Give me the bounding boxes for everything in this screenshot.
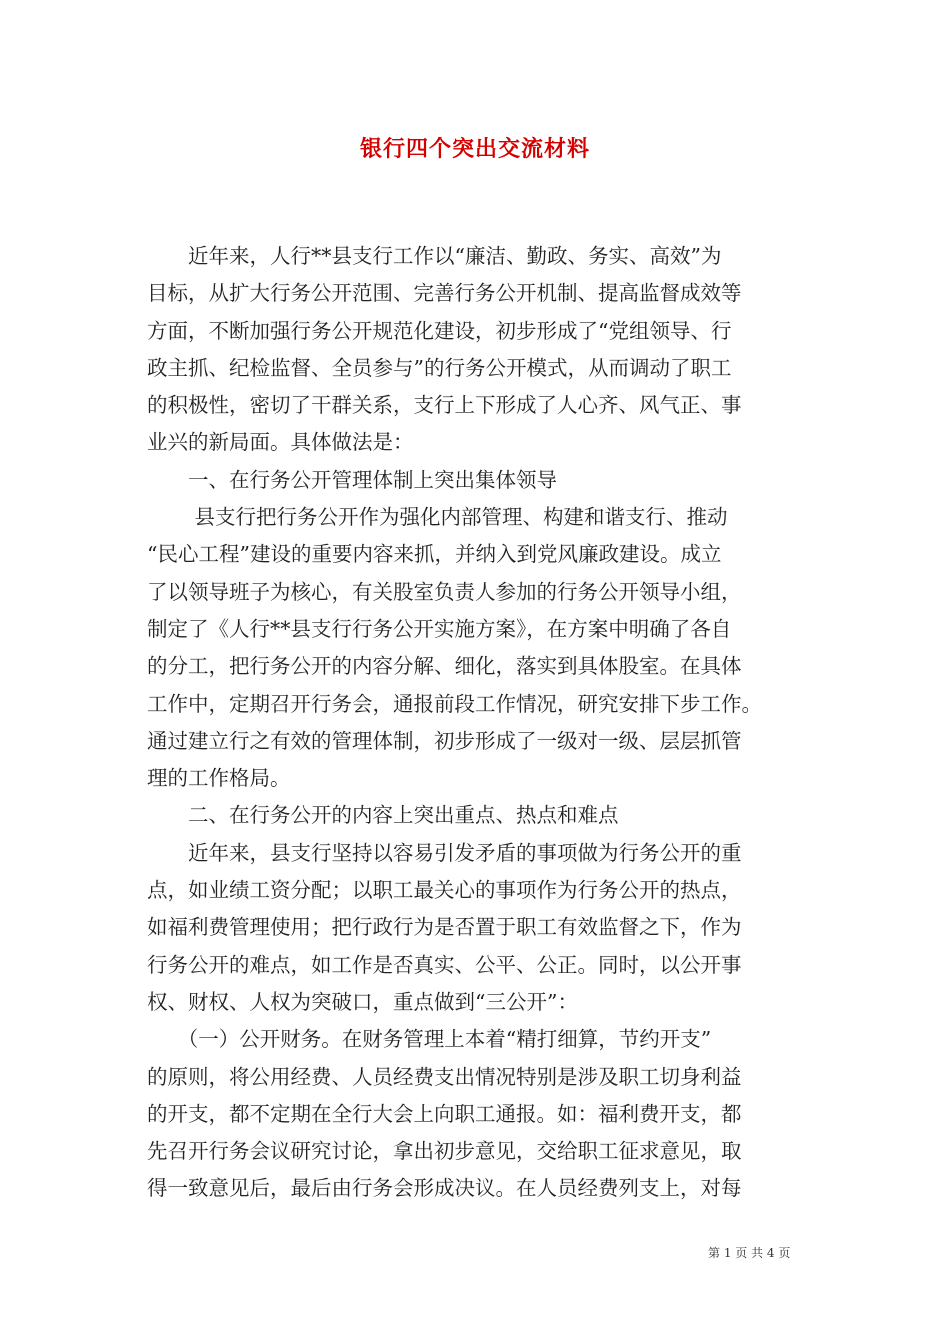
body-line: 的开支，都不定期在全行大会上向职工通报。如：福利费开支，都 [147,1101,742,1126]
document-title: 银行四个突出交流材料 [359,136,590,162]
body-line: 县支行把行务公开作为强化内部管理、构建和谐支行、推动 [147,505,728,530]
body-line: 的分工，把行务公开的内容分解、细化，落实到具体股室。在具体 [147,654,742,679]
body-line: 近年来，人行**县支行工作以“廉洁、勤政、务实、高效”为 [147,244,722,268]
body-line: 行务公开的难点，如工作是否真实、公平、公正。同时，以公开事 [147,952,742,977]
section-heading: 一、在行务公开管理体制上突出集体领导 [147,467,557,492]
body-line: 目标，从扩大行务公开范围、完善行务公开机制、提高监督成效等 [147,281,742,306]
body-line: 点，如业绩工资分配；以职工最关心的事项作为行务公开的热点， [147,878,742,903]
body-line: 权、财权、人权为突破口，重点做到“三公开”： [147,989,578,1014]
body-line: 工作中，定期召开行务会，通报前段工作情况，研究安排下步工作。 [147,691,762,716]
body-line: 先召开行务会议研究讨论，拿出初步意见，交给职工征求意见，取 [147,1139,742,1164]
body-line: 近年来，县支行坚持以容易引发矛盾的事项做为行务公开的重 [147,840,742,865]
section-heading: 二、在行务公开的内容上突出重点、热点和难点 [147,803,619,828]
body-line: 制定了《人行**县支行行务公开实施方案》，在方案中明确了各自 [147,616,732,641]
body-line: （一）公开财务。在财务管理上本着“精打细算，节约开支” [147,1027,712,1052]
body-line: 政主抓、纪检监督、全员参与”的行务公开模式，从而调动了职工 [147,355,732,380]
body-line: 的积极性，密切了干群关系，支行上下形成了人心齐、风气正、事 [147,393,742,418]
document-body [147,238,803,1208]
body-line: 理的工作格局。 [147,766,291,791]
body-line: “民心工程”建设的重要内容来抓，并纳入到党风廉政建设。成立 [147,542,722,567]
body-line: 方面，不断加强行务公开规范化建设，初步形成了“党组领导、行 [147,318,732,343]
body-line: 如福利费管理使用；把行政行为是否置于职工有效监督之下，作为 [147,915,742,940]
body-line: 的原则，将公用经费、人员经费支出情况特别是涉及职工切身利益 [147,1064,742,1089]
body-line: 业兴的新局面。具体做法是： [147,430,414,455]
body-line: 通过建立行之有效的管理体制，初步形成了一级对一级、层层抓管 [147,728,742,753]
page-number-footer: 第 1 页 共 4 页 [708,1246,791,1260]
body-line: 得一致意见后，最后由行务会形成决议。在人员经费列支上，对每 [147,1176,742,1201]
body-line: 了以领导班子为核心，有关股室负责人参加的行务公开领导小组， [147,579,742,604]
